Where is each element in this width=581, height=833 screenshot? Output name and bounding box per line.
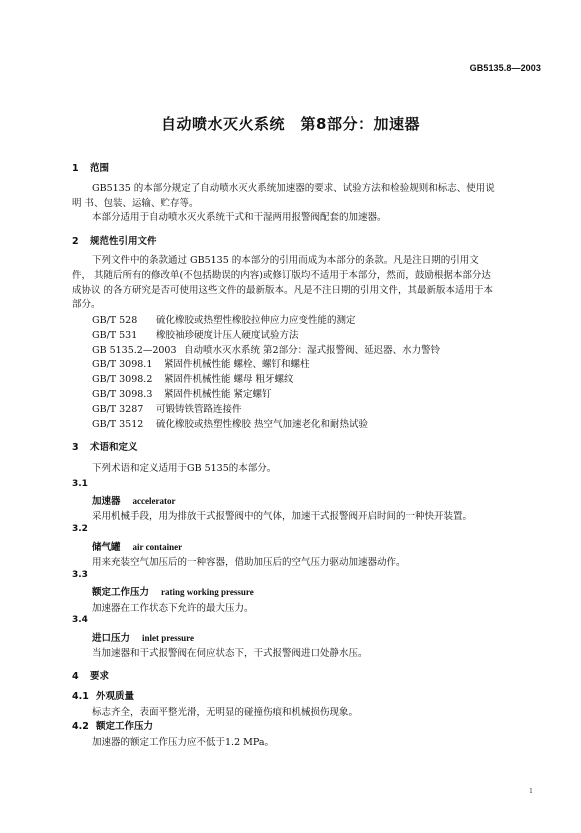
- reference-item: [92, 371, 294, 385]
- section-title: 术语和定义: [90, 442, 138, 453]
- term-entry: [92, 630, 194, 644]
- subsection-title: 额定工作压力: [96, 721, 154, 732]
- reference-title: 可锻铸铁管路连接件: [156, 404, 242, 415]
- subsection-heading: [72, 688, 134, 702]
- term-definition: 用来充装空气加压后的一种容器，借助加压后的空气压力驱动加速器动作。: [92, 557, 406, 568]
- reference-code: GB/T 3287: [92, 404, 144, 415]
- subsection-number: 4.1: [72, 691, 89, 702]
- reference-item: [92, 312, 356, 326]
- reference-title: 硫化橡胶或热塑性橡胶拉伸应力应变性能的测定: [156, 315, 356, 326]
- paragraph: 本部分适用于自动喷水灭火系统干式和干湿两用报警阀配套的加速器。: [92, 212, 387, 223]
- reference-title: 橡胶袖珍硬度计压人硬度试验方法: [156, 330, 299, 341]
- paragraph: 部分。: [72, 299, 101, 310]
- term-definition: 当加速器和干式报警阀在伺应状态下，干式报警阀进口处静水压。: [92, 648, 368, 659]
- reference-code: GB/T 3098.1: [92, 359, 153, 370]
- reference-code: GB 5135.2—2003: [92, 345, 177, 356]
- section-number: 1: [72, 163, 79, 174]
- term-chinese: 加速器: [92, 496, 121, 507]
- clause-number: 3.2: [72, 524, 88, 534]
- term-chinese: 额定工作压力: [92, 587, 150, 598]
- term-chinese: 进口压力: [92, 633, 131, 644]
- section-number: 4: [72, 671, 79, 682]
- reference-code: GB/T 3098.3: [92, 389, 153, 400]
- term-english: rating working pressure: [161, 587, 254, 597]
- term-entry: [92, 539, 182, 553]
- paragraph: 标志齐全，表面平整光滑，无明显的碰撞伤痕和机械损伤现象。: [92, 707, 359, 718]
- term-english: accelerator: [132, 496, 176, 506]
- paragraph: 下列术语和定义适用于GB 5135的本部分。: [92, 463, 277, 474]
- section-4-heading: [72, 668, 109, 682]
- term-definition: 采用机械手段，用为排放干式报警阀中的气体，加速干式报警阀开启时间的一种快开装置。: [92, 511, 473, 522]
- reference-title: 紧固件机械性能 螺母 粗牙螺纹: [164, 374, 294, 385]
- reference-code: GB/T 528: [92, 315, 138, 326]
- section-2-heading: [72, 233, 157, 247]
- section-title: 规范性引用文件: [90, 236, 157, 247]
- reference-title: 硫化橡胶或热塑性橡胶 热空气加速老化和耐热试验: [156, 419, 369, 430]
- page-number: 1: [529, 788, 533, 795]
- section-1-heading: [72, 160, 109, 174]
- paragraph: 下列文件中的条款通过 GB5135 的本部分的引用而成为本部分的条款。凡是注日期的引用文: [92, 255, 479, 266]
- reference-item: [92, 356, 310, 370]
- term-entry: [92, 493, 175, 507]
- reference-item: [92, 416, 368, 430]
- section-title: 范围: [90, 163, 110, 174]
- reference-title: 紧固件机械性能 紧定螺钉: [164, 389, 272, 400]
- reference-code: GB/T 3512: [92, 419, 144, 430]
- clause-number: 3.1: [72, 479, 88, 489]
- reference-title: 紧固件机械性能 螺栓、螺钉和螺柱: [164, 359, 310, 370]
- term-english: air container: [132, 542, 183, 552]
- reference-code: GB/T 3098.2: [92, 374, 153, 385]
- reference-item: [92, 401, 242, 415]
- subsection-heading: [72, 718, 153, 732]
- clause-number: 3.4: [72, 615, 88, 625]
- section-title: 要求: [90, 671, 110, 682]
- term-entry: [92, 584, 254, 598]
- document-title: 自动喷水灭火系统 第8部分：加速器: [161, 115, 420, 133]
- reference-item: [92, 342, 440, 356]
- paragraph: 明 书、包装、运输、贮存等。: [72, 198, 199, 209]
- paragraph: GB5135 的本部分规定了自动喷水灭火系统加速器的要求、试验方法和检验规则和标志、使用说: [92, 183, 495, 194]
- subsection-number: 4.2: [72, 721, 89, 732]
- paragraph: 成协议 的各方研究是否可使用这些文件的最新版本。凡是不注日期的引用文件，其最新版本适用于本: [72, 285, 494, 296]
- subsection-title: 外观质量: [96, 691, 135, 702]
- section-3-heading: [72, 439, 138, 453]
- section-number: 2: [72, 236, 79, 247]
- reference-item: [92, 386, 272, 400]
- clause-number: 3.3: [72, 570, 88, 580]
- reference-code: GB/T 531: [92, 330, 138, 341]
- section-number: 3: [72, 442, 79, 453]
- term-english: inlet pressure: [142, 633, 194, 643]
- term-chinese: 储气罐: [92, 542, 121, 553]
- reference-item: [92, 327, 299, 341]
- standard-code: GB5135.8—2003: [469, 63, 541, 73]
- paragraph: 加速器的额定工作压力应不低于1.2 MPa。: [92, 737, 274, 748]
- term-definition: 加速器在工作状态下允许的最大压力。: [92, 603, 254, 614]
- paragraph: 件， 其随后所有的修改单(不包括勘误的内容)或修订版均不适用于本部分，然而，鼓励根据本部分达: [72, 270, 491, 281]
- reference-title: 自动喷水灭水系统 第2部分：湿式报警阀、延迟器、水力警铃: [184, 345, 441, 356]
